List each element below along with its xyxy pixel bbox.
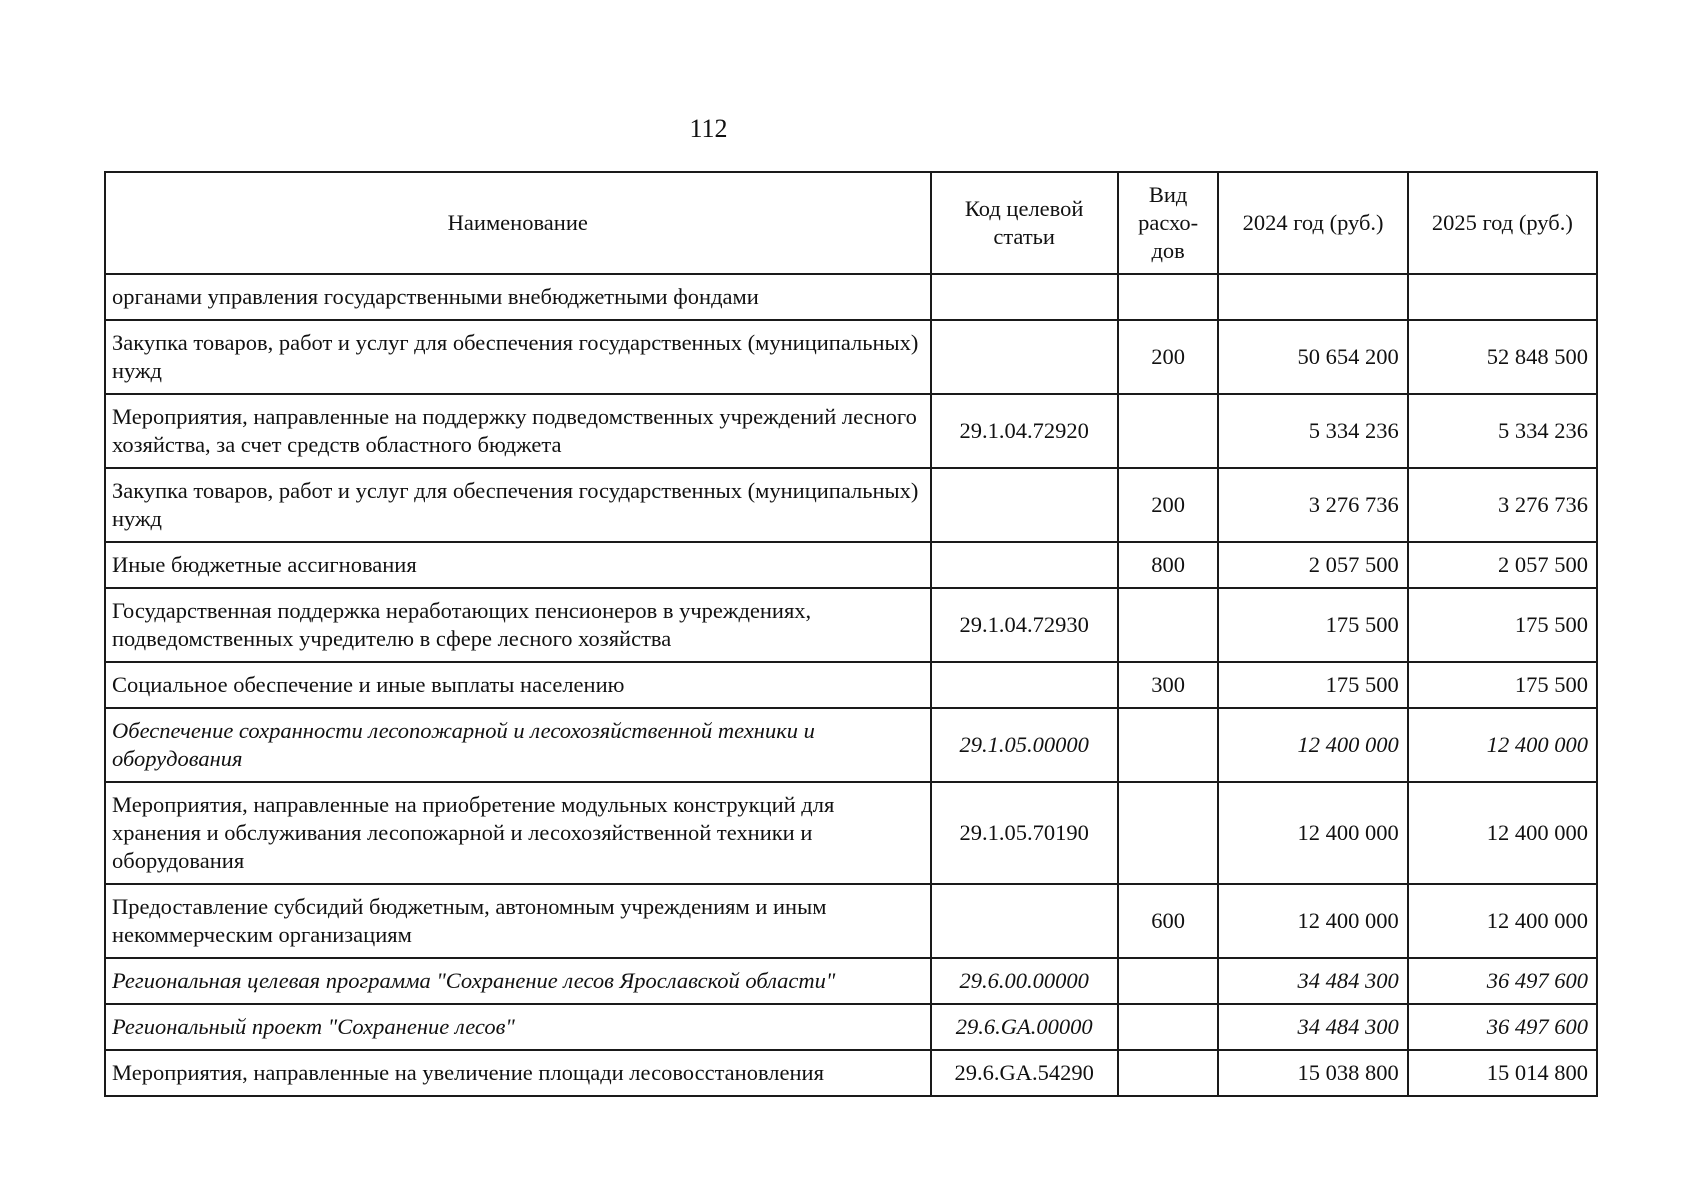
table-row [105,884,1597,958]
row-name: Мероприятия, направленные на приобретение модульных конструкций для хранения и обслуживания лесопожарной и лесохозяйственной техники и оборудования [105,782,931,884]
table-row [105,662,1597,708]
row-code: 29.1.05.70190 [931,782,1118,884]
row-name: Государственная поддержка неработающих пенсионеров в учреждениях, подведомственных учредителю в сфере лесного хозяйства [105,588,931,662]
row-name: Социальное обеспечение и иные выплаты населению [105,662,931,708]
row-2025: 12 400 000 [1408,884,1597,958]
header-year-2025: 2025 год (руб.) [1408,172,1597,274]
row-type: 600 [1118,884,1219,958]
table-row [105,708,1597,782]
row-type [1118,1050,1219,1096]
row-name: Региональная целевая программа "Сохранение лесов Ярославской области" [105,958,931,1004]
row-code: 29.6.00.00000 [931,958,1118,1004]
row-2025 [1408,274,1597,320]
row-type [1118,782,1219,884]
budget-table [104,171,1598,1097]
row-name: Закупка товаров, работ и услуг для обеспечения государственных (муниципальных) нужд [105,320,931,394]
row-name: органами управления государственными внебюджетными фондами [105,274,931,320]
header-type: Вид расхо-дов [1118,172,1219,274]
row-2024: 50 654 200 [1218,320,1407,394]
row-type [1118,588,1219,662]
row-code [931,320,1118,394]
row-name: Мероприятия, направленные на поддержку подведомственных учреждений лесного хозяйства, за счет средств областного бюджета [105,394,931,468]
table-row [105,542,1597,588]
table-row [105,782,1597,884]
table-row [105,394,1597,468]
row-2025: 52 848 500 [1408,320,1597,394]
row-code: 29.1.05.00000 [931,708,1118,782]
row-2024: 34 484 300 [1218,1004,1407,1050]
row-code [931,542,1118,588]
row-2025: 2 057 500 [1408,542,1597,588]
row-2024: 175 500 [1218,662,1407,708]
row-2025: 36 497 600 [1408,958,1597,1004]
row-code [931,274,1118,320]
row-type [1118,274,1219,320]
row-2024: 15 038 800 [1218,1050,1407,1096]
row-2024 [1218,274,1407,320]
row-2024: 175 500 [1218,588,1407,662]
row-type [1118,1004,1219,1050]
row-code: 29.6.GA.54290 [931,1050,1118,1096]
row-type: 200 [1118,320,1219,394]
row-2024: 12 400 000 [1218,884,1407,958]
row-name: Иные бюджетные ассигнования [105,542,931,588]
row-type [1118,708,1219,782]
header-name: Наименование [105,172,931,274]
page-number: 112 [689,114,728,143]
row-2024: 34 484 300 [1218,958,1407,1004]
table-row [105,588,1597,662]
row-2024: 3 276 736 [1218,468,1407,542]
table-row [105,1004,1597,1050]
table-header-row [105,172,1597,274]
row-type: 200 [1118,468,1219,542]
row-type [1118,394,1219,468]
row-code [931,884,1118,958]
table-row [105,1050,1597,1096]
row-name: Обеспечение сохранности лесопожарной и лесохозяйственной техники и оборудования [105,708,931,782]
row-name: Закупка товаров, работ и услуг для обеспечения государственных (муниципальных) нужд [105,468,931,542]
row-2025: 5 334 236 [1408,394,1597,468]
table-row [105,274,1597,320]
row-2025: 36 497 600 [1408,1004,1597,1050]
row-type: 800 [1118,542,1219,588]
row-type: 300 [1118,662,1219,708]
row-name: Предоставление субсидий бюджетным, автономным учреждениям и иным некоммерческим организациям [105,884,931,958]
table-row [105,320,1597,394]
row-2024: 12 400 000 [1218,708,1407,782]
row-2025: 12 400 000 [1408,782,1597,884]
row-name: Региональный проект "Сохранение лесов" [105,1004,931,1050]
table-row [105,958,1597,1004]
row-code [931,468,1118,542]
row-2025: 12 400 000 [1408,708,1597,782]
row-name: Мероприятия, направленные на увеличение площади лесовосстановления [105,1050,931,1096]
header-year-2024: 2024 год (руб.) [1218,172,1407,274]
row-2024: 12 400 000 [1218,782,1407,884]
row-2025: 175 500 [1408,588,1597,662]
row-code: 29.6.GA.00000 [931,1004,1118,1050]
row-2024: 5 334 236 [1218,394,1407,468]
row-2025: 15 014 800 [1408,1050,1597,1096]
row-2024: 2 057 500 [1218,542,1407,588]
row-code: 29.1.04.72930 [931,588,1118,662]
row-2025: 175 500 [1408,662,1597,708]
row-2025: 3 276 736 [1408,468,1597,542]
row-code [931,662,1118,708]
header-code: Код целевой статьи [931,172,1118,274]
row-code: 29.1.04.72920 [931,394,1118,468]
table-row [105,468,1597,542]
row-type [1118,958,1219,1004]
